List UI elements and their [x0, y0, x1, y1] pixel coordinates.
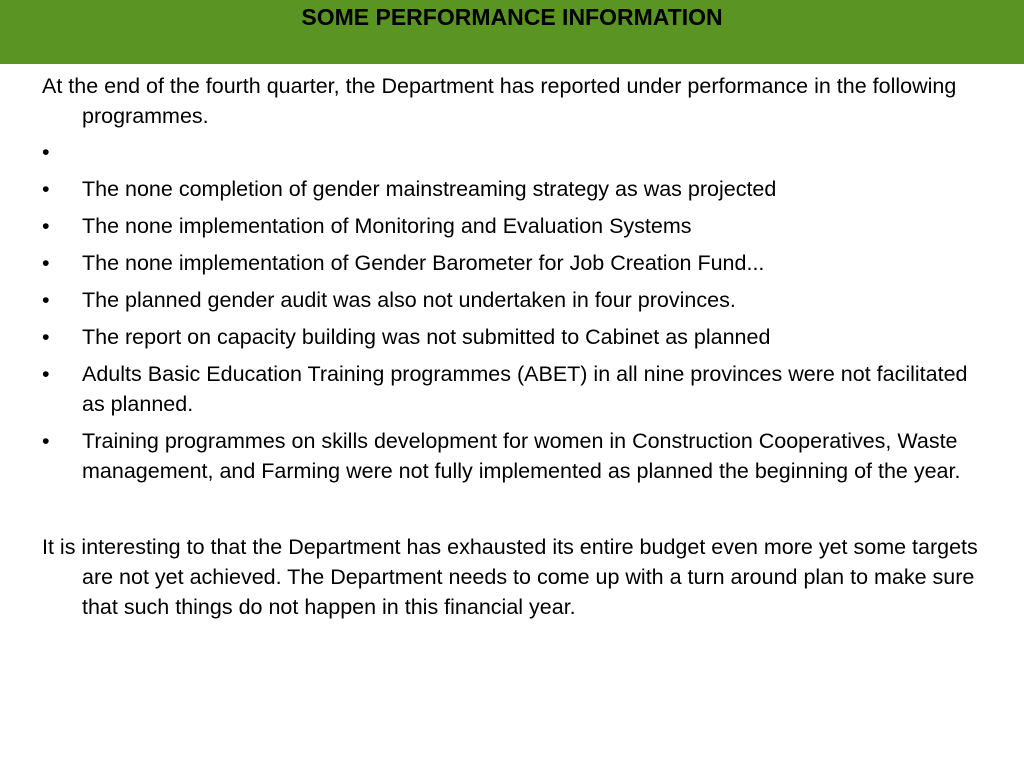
conclusion-paragraph: It is interesting to that the Department has exhausted its entire budget even more yet some targets are not yet achieved. The Department needs to come up with a turn around plan to make sure that such things do not happen in this financial year.	[42, 535, 978, 619]
bullet-icon: •	[42, 251, 50, 275]
bullet-icon: •	[42, 214, 50, 238]
bullet-text: Adults Basic Education Training programmes (ABET) in all nine provinces were not facilitated as planned.	[82, 362, 968, 416]
bullet-list	[42, 137, 982, 486]
bullet-text: The none completion of gender mainstreaming strategy as was projected	[82, 177, 777, 201]
bullet-item-capacity-building	[42, 322, 982, 352]
bullet-item-abet	[42, 359, 982, 419]
bullet-icon: •	[42, 177, 50, 201]
bullet-item-gender-barometer	[42, 248, 982, 278]
bullet-text: Training programmes on skills development for women in Construction Cooperatives, Waste management, and Farming were not fully implemented as planned the beginning of the year.	[82, 429, 961, 483]
bullet-icon: •	[42, 362, 50, 386]
bullet-icon: •	[42, 325, 50, 349]
bullet-text: The none implementation of Gender Barometer for Job Creation Fund...	[82, 251, 765, 275]
slide-content	[42, 71, 982, 622]
intro-paragraph: At the end of the fourth quarter, the Department has reported under performance in the following programmes.	[42, 74, 957, 128]
bullet-text: The report on capacity building was not submitted to Cabinet as planned	[82, 325, 771, 349]
bullet-icon: •	[42, 140, 50, 164]
bullet-item-monitoring-evaluation	[42, 211, 982, 241]
bullet-icon: •	[42, 288, 50, 312]
bullet-item-gender-audit	[42, 285, 982, 315]
bullet-icon: •	[42, 429, 50, 453]
bullet-item-empty	[42, 137, 982, 167]
bullet-text: The planned gender audit was also not undertaken in four provinces.	[82, 288, 736, 312]
bullet-item-gender-mainstreaming	[42, 174, 982, 204]
slide-title: SOME PERFORMANCE INFORMATION	[301, 4, 723, 30]
bullet-item-skills-development	[42, 426, 982, 486]
bullet-text: The none implementation of Monitoring and Evaluation Systems	[82, 214, 692, 238]
